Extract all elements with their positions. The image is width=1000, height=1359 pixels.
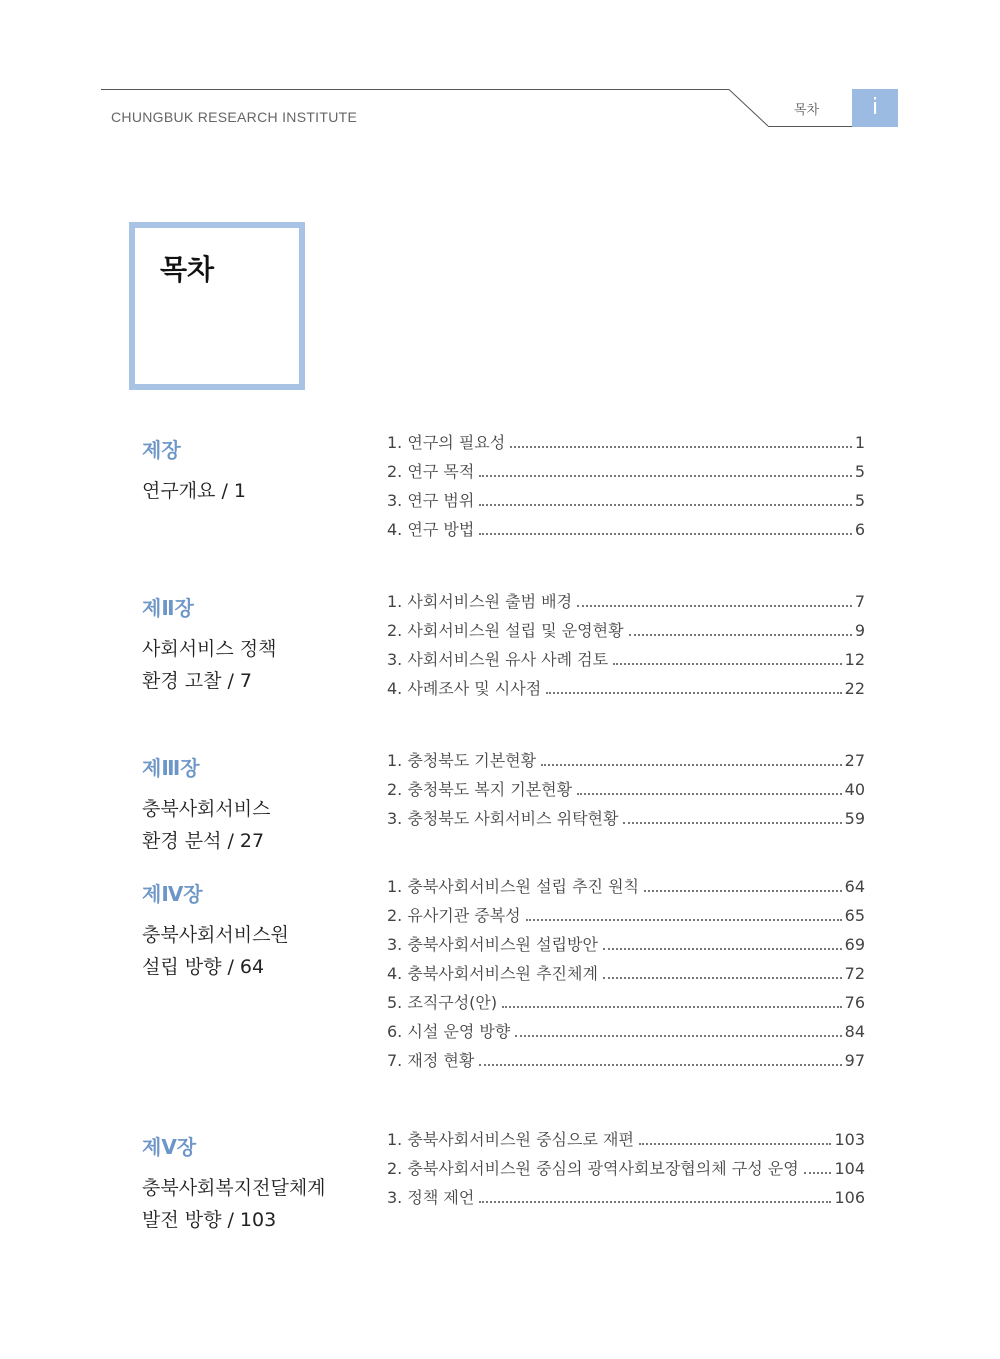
entry-title: 사회서비스원 출범 배경 (407, 592, 573, 611)
toc-entry[interactable] (387, 748, 865, 777)
entry-number: 3. (387, 1188, 403, 1207)
entry-page: 69 (844, 935, 865, 954)
toc-entry[interactable] (387, 517, 865, 546)
entry-page: 5 (854, 462, 865, 481)
chapter-name-line: 설립 방향 / 64 (142, 956, 265, 978)
entry-number: 5. (387, 993, 403, 1012)
entry-title: 충북사회서비스원 설립 추진 원칙 (407, 877, 640, 896)
dot-leader (629, 634, 852, 636)
chapter-name-line: 충북사회서비스원 (142, 924, 289, 946)
institute-name: CHUNGBUK RESEARCH INSTITUTE (111, 109, 358, 125)
dot-leader (510, 446, 852, 448)
chapter-5-heading (142, 1131, 362, 1236)
dot-leader (623, 822, 841, 824)
toc-entry[interactable] (387, 874, 865, 903)
dot-leader (603, 977, 842, 979)
entry-title: 충청북도 복지 기본현황 (407, 780, 573, 799)
dot-leader (603, 948, 842, 950)
entry-number: 3. (387, 650, 403, 669)
entry-page: 5 (854, 491, 865, 510)
entry-page: 12 (844, 650, 865, 669)
chapter-3-entries (387, 748, 865, 835)
entry-page: 22 (844, 679, 865, 698)
toc-title-box (129, 222, 305, 390)
entry-title: 연구 목적 (407, 462, 475, 481)
entry-title: 시설 운영 방향 (407, 1022, 511, 1041)
entry-number: 2. (387, 780, 403, 799)
entry-title: 정책 제언 (407, 1188, 475, 1207)
chapter-name-line: 충북사회복지전달체계 (142, 1177, 326, 1199)
entry-number: 2. (387, 906, 403, 925)
toc-entry[interactable] (387, 459, 865, 488)
dot-leader (479, 1201, 831, 1203)
toc-title: 목차 (160, 253, 215, 286)
chapter-name-line: 연구개요 / 1 (142, 480, 246, 502)
chapter-5-entries (387, 1127, 865, 1214)
dot-leader (541, 764, 842, 766)
entry-page: 103 (834, 1130, 865, 1149)
entry-number: 2. (387, 621, 403, 640)
chapter-label: 제Ⅴ장 (142, 1135, 197, 1159)
entry-number: 2. (387, 462, 403, 481)
toc-entry[interactable] (387, 932, 865, 961)
entry-title: 충북사회서비스원 중심의 광역사회보장협의체 구성 운영 (407, 1159, 799, 1178)
chapter-name-line: 환경 고찰 / 7 (142, 670, 253, 692)
chapter-label: 제Ⅳ장 (142, 882, 203, 906)
header-section-title: 목차 (794, 103, 820, 118)
toc-entry[interactable] (387, 589, 865, 618)
toc-entry[interactable] (387, 990, 865, 1019)
entry-number: 3. (387, 935, 403, 954)
entry-title: 사회서비스원 설립 및 운영현황 (407, 621, 624, 640)
chapter-name-line: 사회서비스 정책 (142, 638, 277, 660)
entry-title: 연구의 필요성 (407, 433, 506, 452)
chapter-label: 제Ⅱ장 (142, 596, 194, 620)
entry-page: 9 (854, 621, 865, 640)
toc-entry[interactable] (387, 1019, 865, 1048)
entry-page: 7 (854, 592, 865, 611)
entry-title: 연구 범위 (407, 491, 475, 510)
entry-title: 충북사회서비스원 설립방안 (407, 935, 598, 954)
entry-title: 연구 방법 (407, 520, 475, 539)
entry-number: 3. (387, 809, 403, 828)
chapter-name-line: 충북사회서비스 (142, 798, 271, 820)
chapter-name-line: 환경 분석 / 27 (142, 830, 265, 852)
entry-title: 충북사회서비스원 추진체계 (407, 964, 598, 983)
chapter-1-heading (142, 434, 362, 507)
page-number-badge: i (852, 89, 898, 127)
entry-page: 76 (844, 993, 865, 1012)
toc-entry[interactable] (387, 488, 865, 517)
dot-leader (479, 533, 852, 535)
entry-title: 사례조사 및 시사점 (407, 679, 542, 698)
entry-number: 4. (387, 679, 403, 698)
chapter-3-heading (142, 752, 362, 857)
entry-page: 64 (844, 877, 865, 896)
entry-title: 충청북도 기본현황 (407, 751, 537, 770)
entry-page: 59 (844, 809, 865, 828)
entry-page: 65 (844, 906, 865, 925)
chapter-label: 제Ⅲ장 (142, 756, 200, 780)
toc-entry[interactable] (387, 618, 865, 647)
entry-number: 7. (387, 1051, 403, 1070)
dot-leader (577, 605, 852, 607)
entry-number: 1. (387, 877, 403, 896)
dot-leader (526, 919, 842, 921)
entry-page: 106 (834, 1188, 865, 1207)
entry-page: 6 (854, 520, 865, 539)
entry-title: 유사기관 중복성 (407, 906, 521, 925)
chapter-4-heading (142, 878, 362, 983)
dot-leader (502, 1006, 842, 1008)
entry-number: 2. (387, 1159, 403, 1178)
entry-page: 84 (844, 1022, 865, 1041)
dot-leader (577, 793, 842, 795)
entry-page: 104 (834, 1159, 865, 1178)
chapter-2-heading (142, 592, 362, 697)
toc-entry[interactable] (387, 903, 865, 932)
dot-leader (515, 1035, 841, 1037)
entry-number: 1. (387, 433, 403, 452)
dot-leader (644, 890, 842, 892)
entry-number: 1. (387, 1130, 403, 1149)
dot-leader (639, 1143, 832, 1145)
dot-leader (479, 475, 852, 477)
chapter-2-entries (387, 589, 865, 705)
dot-leader (804, 1172, 832, 1174)
toc-entry[interactable] (387, 806, 865, 835)
entry-page: 1 (854, 433, 865, 452)
entry-number: 3. (387, 491, 403, 510)
chapter-4-entries (387, 874, 865, 1077)
entry-title: 충청북도 사회서비스 위탁현황 (407, 809, 619, 828)
entry-title: 충북사회서비스원 중심으로 재편 (407, 1130, 634, 1149)
entry-title: 조직구성(안) (407, 993, 498, 1012)
entry-number: 4. (387, 520, 403, 539)
entry-page: 97 (844, 1051, 865, 1070)
toc-entry[interactable] (387, 1127, 865, 1156)
toc-entry[interactable] (387, 1185, 865, 1214)
toc-entry[interactable] (387, 647, 865, 676)
toc-entry[interactable] (387, 777, 865, 806)
dot-leader (479, 1064, 841, 1066)
toc-entry[interactable] (387, 961, 865, 990)
dot-leader (613, 663, 842, 665)
toc-entry[interactable] (387, 1048, 865, 1077)
chapter-name-line: 발전 방향 / 103 (142, 1209, 277, 1231)
entry-number: 4. (387, 964, 403, 983)
chapter-1-entries (387, 430, 865, 546)
toc-entry[interactable] (387, 430, 865, 459)
entry-title: 사회서비스원 유사 사례 검토 (407, 650, 609, 669)
entry-page: 72 (844, 964, 865, 983)
entry-number: 6. (387, 1022, 403, 1041)
dot-leader (479, 504, 852, 506)
entry-page: 27 (844, 751, 865, 770)
toc-entry[interactable] (387, 676, 865, 705)
chapter-label: 제장 (142, 438, 181, 462)
entry-title: 재정 현황 (407, 1051, 475, 1070)
entry-page: 40 (844, 780, 865, 799)
entry-number: 1. (387, 751, 403, 770)
entry-number: 1. (387, 592, 403, 611)
dot-leader (546, 692, 841, 694)
toc-entry[interactable] (387, 1156, 865, 1185)
